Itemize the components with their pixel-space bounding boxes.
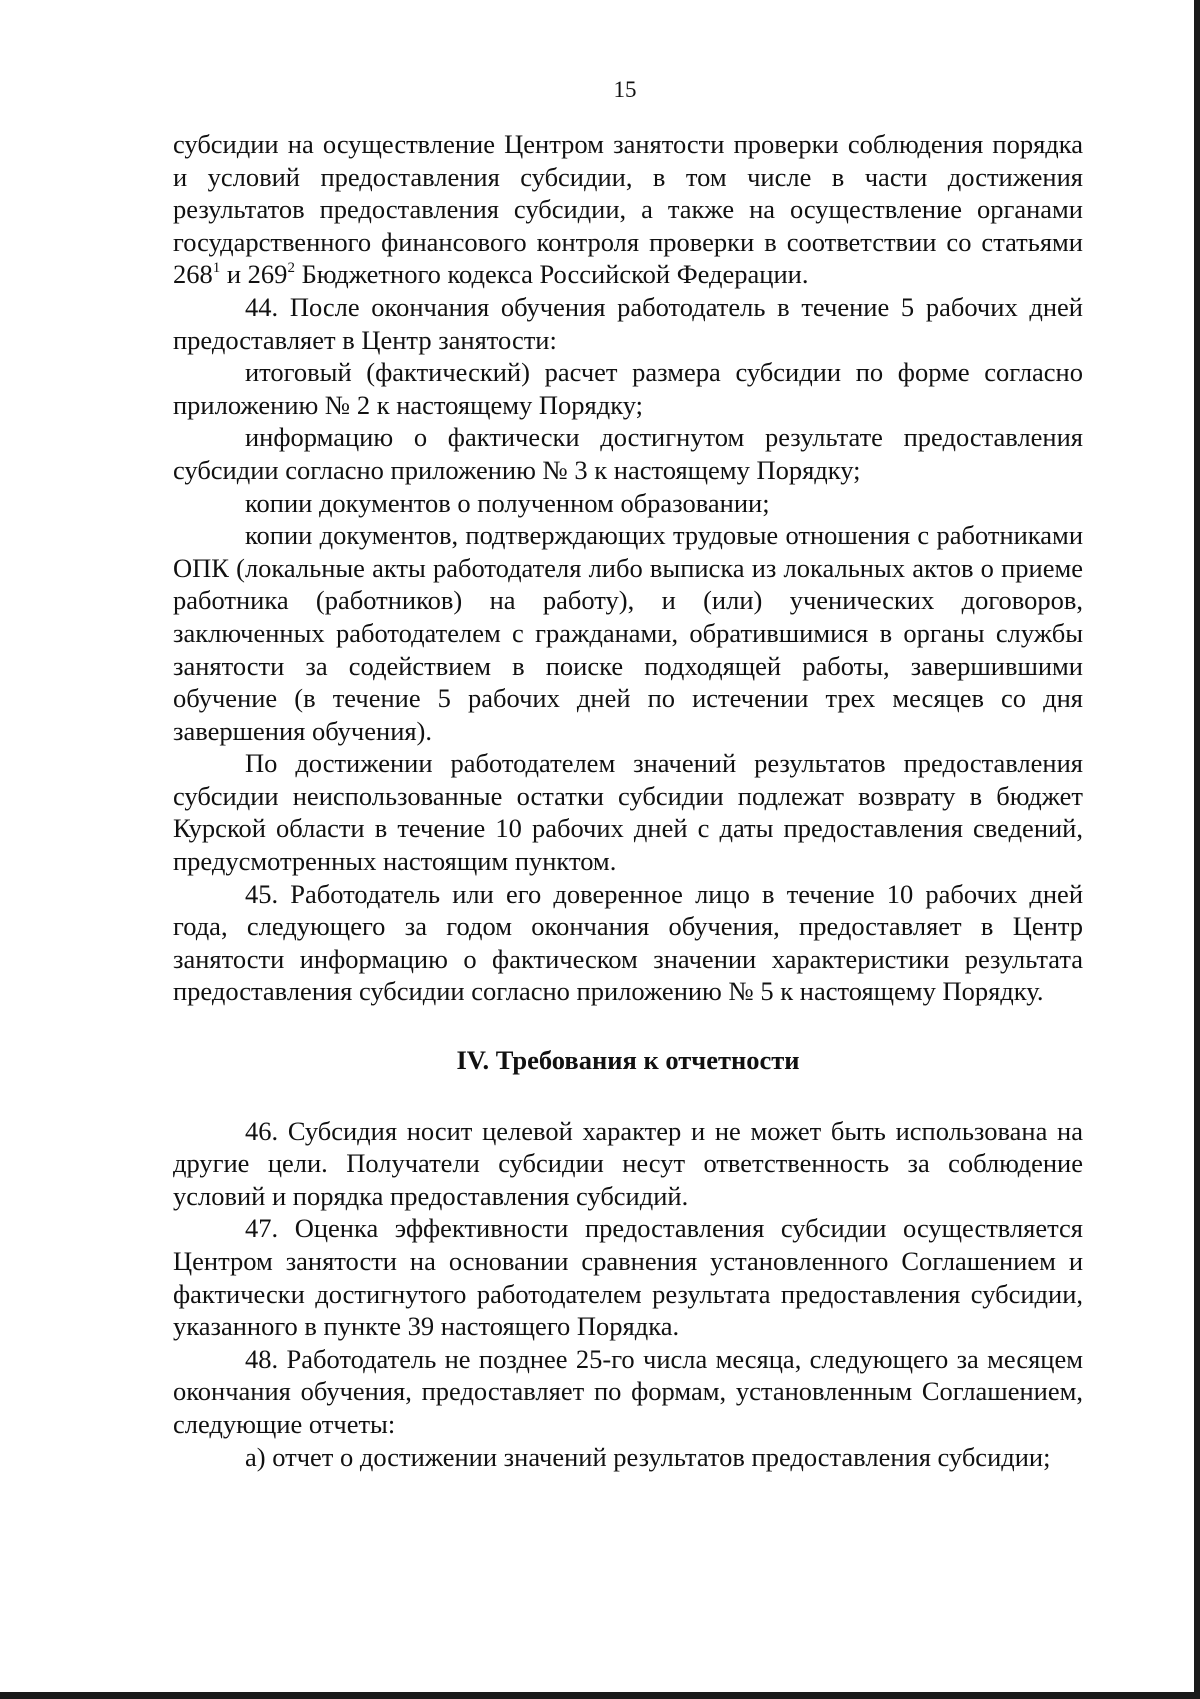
paragraph-47: 47. Оценка эффективности предоставления субсидии осуществляется Центром занятости на основании сравнения установленного Соглашением и фактически достигнутого работодателем результата предоставления субсидии, указанного в пункте 39 настоящего Порядка. [173,1213,1083,1342]
paragraph-refund: По достижении работодателем значений результатов предоставления субсидии неиспользованные остатки субсидии подлежат возврату в бюджет Курской области в течение 10 рабочих дней с даты предоставления сведений, предусмотренных настоящим пунктом. [173,748,1083,877]
paragraph-item: итоговый (фактический) расчет размера субсидии по форме согласно приложению № 2 к настоящему Порядку; [173,357,1083,420]
paragraph-44: 44. После окончания обучения работодатель в течение 5 рабочих дней предоставляет в Центр занятости: [173,291,1083,355]
superscript: 2 [287,260,295,277]
section-heading: IV. Требования к отчетности [456,1045,800,1076]
paragraph-48: 48. Работодатель не позднее 25-го числа месяца, следующего за месяцем окончания обучения, предоставляет по формам, установленным Соглашением, следующие отчеты: [173,1343,1083,1439]
scan-right-border [1194,0,1200,1699]
paragraph-46: 46. Субсидия носит целевой характер и не может быть использована на другие цели. Получатели субсидии несут ответственность за соблюдение условий и порядка предоставления субсидий. [173,1115,1083,1211]
paragraph-48a: а) отчет о достижении значений результатов предоставления субсидии; [245,1441,1051,1472]
paragraph-text: Бюджетного кодекса Российской Федерации. [294,259,809,290]
scan-bottom-border [0,1692,1200,1699]
superscript: 1 [212,260,221,277]
paragraph-item: копии документов, подтверждающих трудовые отношения с работниками ОПК (локальные акты работодателя либо выписка из локальных актов о приеме работника (работников) на работу), и (или) ученических договоров, заключенных работодателем с гражданами, обратившимися в органы службы занятости за содействием в поиске подходящей работы, завершившими обучение (в течение 5 рабочих дней по истечении трех месяцев со дня завершения обучения). [173,520,1083,746]
paragraph-item: копии документов о полученном образовании; [245,487,770,518]
document-body [173,128,1083,1473]
paragraph-item: информацию о фактически достигнутом результате предоставления субсидии согласно приложению № 3 к настоящему Порядку; [173,422,1083,485]
paragraph-45: 45. Работодатель или его доверенное лицо в течение 10 рабочих дней года, следующего за годом окончания обучения, предоставляет в Центр занятости информацию о фактическом значении характеристики результата предоставления субсидии согласно приложению № 5 к настоящему Порядку. [173,878,1083,1007]
paragraph-continuation [173,128,1083,291]
paragraph-text: субсидии на осуществление Центром занятости проверки соблюдения порядка и условий предоставления субсидии, в том числе в части достижения результатов предоставления субсидии, а также на осуществление органами государственного финансового контроля проверки в соответствии со статьями 268 [173,129,1083,290]
page-number: 15 [613,77,637,102]
paragraph-text: и 269 [220,259,288,290]
